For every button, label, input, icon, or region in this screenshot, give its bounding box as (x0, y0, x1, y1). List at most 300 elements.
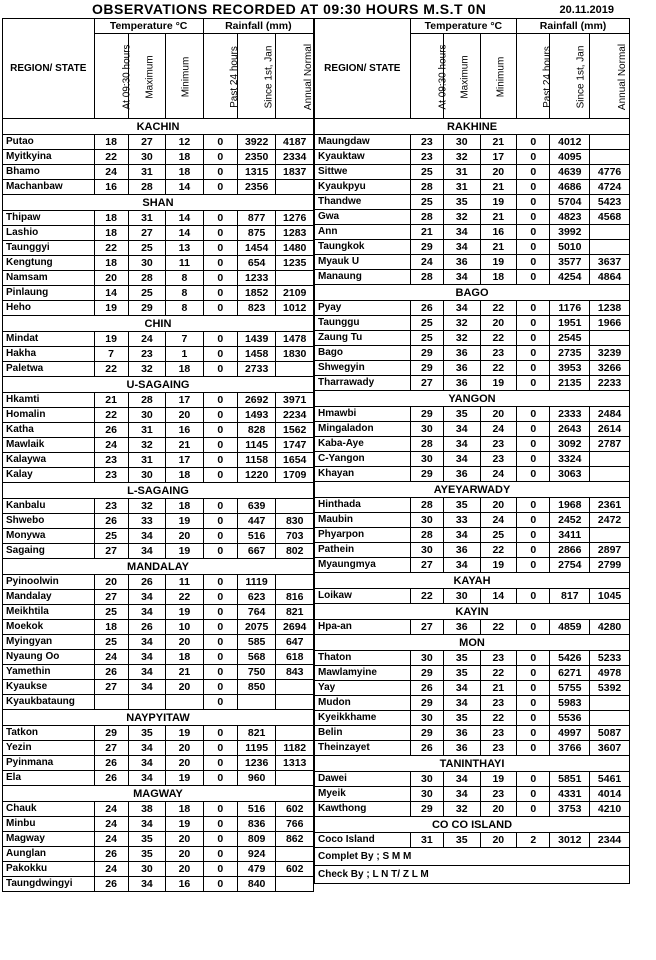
data-cell: 23 (410, 150, 443, 165)
data-cell (94, 695, 128, 710)
data-cell: 23 (480, 696, 517, 711)
section-label: YANGON (315, 391, 630, 407)
data-cell: 17 (166, 393, 204, 408)
data-cell: 4012 (550, 135, 590, 150)
table-row (315, 331, 630, 346)
data-cell: 1236 (237, 756, 276, 771)
data-cell: 17 (480, 150, 517, 165)
data-cell: 32 (128, 438, 165, 453)
station-name: Shwegyin (315, 361, 411, 376)
data-cell: 3607 (590, 741, 630, 756)
data-cell: 602 (276, 862, 314, 877)
data-cell: 4639 (550, 165, 590, 180)
data-cell: 5010 (550, 240, 590, 255)
station-name: Taunggu (315, 316, 411, 331)
data-cell: 2452 (550, 513, 590, 528)
data-cell: 0 (203, 438, 237, 453)
section-label: MAGWAY (3, 786, 314, 802)
data-cell: 875 (237, 226, 276, 241)
data-cell: 24 (480, 467, 517, 482)
data-cell: 0 (517, 452, 550, 467)
data-cell: 35 (443, 195, 480, 210)
data-cell (128, 695, 165, 710)
table-row (315, 346, 630, 361)
table-row (3, 362, 314, 377)
report-title: OBSERVATIONS RECORDED AT 09:30 HOURS M.S.T 0N (92, 1, 487, 17)
station-name: Kyaukbataung (3, 695, 95, 710)
station-name: Kyeikkhame (315, 711, 411, 726)
data-cell: 568 (237, 650, 276, 665)
data-cell: 0 (517, 316, 550, 331)
data-cell: 20 (480, 802, 517, 817)
data-cell: 22 (480, 666, 517, 681)
data-cell: 0 (517, 255, 550, 270)
data-cell: 32 (128, 499, 165, 514)
data-cell: 1439 (237, 332, 276, 347)
station-name: Gwa (315, 210, 411, 225)
data-cell: 809 (237, 832, 276, 847)
section-row (315, 119, 630, 135)
data-cell: 1182 (276, 741, 314, 756)
data-cell: 24 (94, 862, 128, 877)
table-row (3, 817, 314, 832)
data-cell: 4864 (590, 270, 630, 285)
station-name: Mandalay (3, 590, 95, 605)
data-cell: 14 (94, 286, 128, 301)
data-cell: 18 (94, 620, 128, 635)
table-row (315, 528, 630, 543)
table-row (315, 802, 630, 817)
data-cell: 11 (166, 256, 204, 271)
data-cell: 1238 (590, 301, 630, 316)
data-cell: 0 (203, 180, 237, 195)
table-row (315, 165, 630, 180)
data-cell: 24 (94, 438, 128, 453)
data-cell: 20 (480, 498, 517, 513)
data-cell: 20 (166, 741, 204, 756)
data-cell: 23 (94, 468, 128, 483)
table-row (3, 438, 314, 453)
data-cell: 27 (410, 376, 443, 391)
data-cell: 23 (480, 651, 517, 666)
data-cell: 836 (237, 817, 276, 832)
data-cell: 26 (410, 301, 443, 316)
data-cell: 18 (94, 256, 128, 271)
data-cell: 3239 (590, 346, 630, 361)
data-cell: 2735 (550, 346, 590, 361)
table-row (3, 211, 314, 226)
section-row (3, 710, 314, 726)
data-cell: 20 (166, 680, 204, 695)
data-cell: 24 (480, 422, 517, 437)
data-cell: 1119 (237, 575, 276, 590)
section-row (3, 559, 314, 575)
data-cell: 1830 (276, 347, 314, 362)
data-cell (590, 528, 630, 543)
section-label: AYEYARWADY (315, 482, 630, 498)
data-cell: 26 (94, 847, 128, 862)
data-cell: 0 (517, 165, 550, 180)
table-row (315, 361, 630, 376)
table-row (315, 240, 630, 255)
data-cell: 4823 (550, 210, 590, 225)
data-cell: 24 (94, 832, 128, 847)
data-cell: 28 (410, 498, 443, 513)
station-name: Thandwe (315, 195, 411, 210)
data-cell: 5704 (550, 195, 590, 210)
data-cell: 817 (550, 589, 590, 604)
data-cell: 877 (237, 211, 276, 226)
data-cell: 27 (410, 620, 443, 635)
data-cell: 18 (94, 226, 128, 241)
data-cell: 0 (203, 301, 237, 316)
data-cell: 4997 (550, 726, 590, 741)
data-cell: 2344 (590, 833, 630, 848)
data-cell: 5426 (550, 651, 590, 666)
data-cell: 29 (410, 802, 443, 817)
data-cell: 3766 (550, 741, 590, 756)
table-row (315, 787, 630, 802)
data-cell: 30 (410, 543, 443, 558)
data-cell (237, 695, 276, 710)
data-cell: 0 (517, 772, 550, 787)
data-cell: 36 (443, 346, 480, 361)
station-name: Monywa (3, 529, 95, 544)
data-cell: 0 (517, 741, 550, 756)
data-cell: 2692 (237, 393, 276, 408)
data-cell: 22 (480, 543, 517, 558)
section-row (315, 756, 630, 772)
station-name: Kyaukpyu (315, 180, 411, 195)
data-cell: 31 (128, 211, 165, 226)
footer-complet: Complet By ; S M M (315, 848, 630, 866)
data-cell: 0 (203, 620, 237, 635)
data-cell: 12 (166, 135, 204, 150)
section-label: KACHIN (3, 119, 314, 135)
station-name: Maungdaw (315, 135, 411, 150)
data-cell: 8 (166, 286, 204, 301)
data-cell: 18 (480, 270, 517, 285)
data-cell: 2472 (590, 513, 630, 528)
data-cell: 20 (480, 316, 517, 331)
data-cell: 26 (94, 771, 128, 786)
data-cell: 0 (517, 543, 550, 558)
data-cell: 0 (517, 195, 550, 210)
data-cell: 26 (128, 620, 165, 635)
data-cell: 816 (276, 590, 314, 605)
data-cell: 29 (410, 726, 443, 741)
left-table (2, 18, 314, 892)
data-cell: 25 (410, 331, 443, 346)
data-cell: 2643 (550, 422, 590, 437)
data-cell: 19 (166, 726, 204, 741)
section-label: KAYAH (315, 573, 630, 589)
data-cell: 0 (517, 651, 550, 666)
data-cell: 22 (480, 620, 517, 635)
data-cell: 4095 (550, 150, 590, 165)
data-cell: 17 (166, 453, 204, 468)
data-cell: 29 (410, 361, 443, 376)
table-row (3, 862, 314, 877)
data-cell: 34 (443, 696, 480, 711)
data-cell: 1 (166, 347, 204, 362)
table-row (315, 467, 630, 482)
station-name: Kyaukse (3, 680, 95, 695)
data-cell: 24 (94, 165, 128, 180)
data-cell: 2866 (550, 543, 590, 558)
table-row (315, 741, 630, 756)
data-cell: 19 (166, 605, 204, 620)
data-cell: 0 (517, 376, 550, 391)
data-cell: 22 (480, 711, 517, 726)
data-cell: 4210 (590, 802, 630, 817)
data-cell: 19 (166, 514, 204, 529)
data-cell: 0 (517, 331, 550, 346)
data-cell: 16 (166, 877, 204, 892)
data-cell: 821 (237, 726, 276, 741)
section-label: SHAN (3, 195, 314, 211)
data-cell: 23 (480, 452, 517, 467)
data-cell: 22 (94, 362, 128, 377)
table-row (315, 407, 630, 422)
data-cell: 0 (203, 271, 237, 286)
data-cell: 3324 (550, 452, 590, 467)
station-name: Hakha (3, 347, 95, 362)
data-cell: 0 (203, 575, 237, 590)
data-cell: 30 (128, 862, 165, 877)
section-label: BAGO (315, 285, 630, 301)
data-cell: 2075 (237, 620, 276, 635)
table-row (315, 376, 630, 391)
station-name: Putao (3, 135, 95, 150)
data-cell: 34 (443, 787, 480, 802)
data-cell (276, 877, 314, 892)
data-cell: 0 (203, 605, 237, 620)
station-name: Pyinmana (3, 756, 95, 771)
station-name: Aunglan (3, 847, 95, 862)
data-cell: 26 (94, 423, 128, 438)
data-cell (276, 695, 314, 710)
data-cell: 1562 (276, 423, 314, 438)
data-cell: 1951 (550, 316, 590, 331)
data-cell: 34 (128, 635, 165, 650)
data-cell: 18 (166, 362, 204, 377)
station-name: Phyarpon (315, 528, 411, 543)
table-row (3, 529, 314, 544)
data-cell: 32 (443, 316, 480, 331)
data-cell: 16 (94, 180, 128, 195)
data-cell: 24 (128, 332, 165, 347)
data-cell: 2614 (590, 422, 630, 437)
data-cell: 25 (94, 529, 128, 544)
data-cell: 34 (443, 240, 480, 255)
data-cell: 3992 (550, 225, 590, 240)
data-cell: 22 (94, 241, 128, 256)
data-cell: 32 (443, 331, 480, 346)
data-cell: 0 (203, 286, 237, 301)
col-min: Minimum (480, 34, 517, 119)
data-cell: 19 (166, 771, 204, 786)
station-name: Myaungmya (315, 558, 411, 573)
station-name: Mindat (3, 332, 95, 347)
col-max: Maximum (443, 34, 480, 119)
data-cell (276, 271, 314, 286)
data-cell: 14 (480, 589, 517, 604)
station-name: Belin (315, 726, 411, 741)
data-cell: 18 (166, 802, 204, 817)
data-cell: 0 (517, 361, 550, 376)
data-cell: 34 (443, 452, 480, 467)
table-row (3, 650, 314, 665)
table-row (315, 452, 630, 467)
footer-row (315, 866, 630, 884)
table-row (3, 468, 314, 483)
data-cell: 0 (517, 681, 550, 696)
station-name: Manaung (315, 270, 411, 285)
left-panel (2, 18, 314, 892)
data-cell: 35 (443, 407, 480, 422)
data-cell: 14 (166, 180, 204, 195)
section-label: L-SAGAING (3, 483, 314, 499)
table-row (3, 423, 314, 438)
section-label: MANDALAY (3, 559, 314, 575)
table-row (315, 833, 630, 848)
data-cell: 2361 (590, 498, 630, 513)
section-row (315, 573, 630, 589)
section-row (3, 316, 314, 332)
data-cell: 30 (443, 135, 480, 150)
station-name: Katha (3, 423, 95, 438)
temperature-header: Temperature °C (94, 19, 203, 34)
data-cell: 4568 (590, 210, 630, 225)
station-name: Kawthong (315, 802, 411, 817)
station-name: Coco Island (315, 833, 411, 848)
data-cell: 26 (128, 575, 165, 590)
station-name: Pyinoolwin (3, 575, 95, 590)
section-row (315, 391, 630, 407)
data-cell: 34 (128, 756, 165, 771)
table-row (3, 301, 314, 316)
data-cell: 24 (94, 650, 128, 665)
data-cell: 23 (94, 499, 128, 514)
table-row (3, 347, 314, 362)
station-name: Nyaung Oo (3, 650, 95, 665)
data-cell: 1158 (237, 453, 276, 468)
station-name: Thaton (315, 651, 411, 666)
report-title-bar (0, 0, 632, 20)
data-cell: 0 (203, 332, 237, 347)
station-name: Taungdwingyi (3, 877, 95, 892)
data-cell: 2545 (550, 331, 590, 346)
data-cell: 850 (237, 680, 276, 695)
station-name: C-Yangon (315, 452, 411, 467)
table-row (3, 135, 314, 150)
data-cell: 1852 (237, 286, 276, 301)
table-row (315, 543, 630, 558)
data-cell: 0 (203, 423, 237, 438)
data-cell: 25 (480, 528, 517, 543)
data-cell: 23 (94, 453, 128, 468)
data-cell: 30 (410, 452, 443, 467)
data-cell: 20 (166, 635, 204, 650)
data-cell: 0 (517, 225, 550, 240)
table-row (3, 226, 314, 241)
data-cell: 18 (166, 150, 204, 165)
data-cell: 3637 (590, 255, 630, 270)
data-cell: 22 (94, 150, 128, 165)
table-row (3, 620, 314, 635)
right-table (314, 18, 630, 884)
data-cell: 32 (443, 210, 480, 225)
data-cell: 23 (480, 787, 517, 802)
data-cell: 28 (128, 180, 165, 195)
data-cell: 19 (480, 376, 517, 391)
table-row (3, 665, 314, 680)
data-cell: 3012 (550, 833, 590, 848)
data-cell: 36 (443, 376, 480, 391)
table-row (3, 544, 314, 559)
station-name: Dawei (315, 772, 411, 787)
table-row (3, 802, 314, 817)
data-cell: 27 (410, 558, 443, 573)
data-cell: 33 (443, 513, 480, 528)
data-cell: 19 (94, 332, 128, 347)
table-row (315, 558, 630, 573)
station-name: Pyay (315, 301, 411, 316)
data-cell: 36 (443, 741, 480, 756)
data-cell: 1313 (276, 756, 314, 771)
station-name: Pinlaung (3, 286, 95, 301)
table-row (315, 437, 630, 452)
data-cell: 34 (128, 605, 165, 620)
col-past24: Past 24 hours (517, 34, 550, 119)
data-cell: 27 (94, 590, 128, 605)
data-cell: 25 (410, 195, 443, 210)
data-cell: 2333 (550, 407, 590, 422)
data-cell: 516 (237, 529, 276, 544)
data-cell: 2233 (590, 376, 630, 391)
data-cell: 4686 (550, 180, 590, 195)
table-row (3, 453, 314, 468)
data-cell: 1315 (237, 165, 276, 180)
data-cell: 3971 (276, 393, 314, 408)
data-cell: 25 (128, 241, 165, 256)
table-row (3, 408, 314, 423)
data-cell: 5423 (590, 195, 630, 210)
data-cell: 2135 (550, 376, 590, 391)
table-row (315, 772, 630, 787)
data-cell: 0 (203, 650, 237, 665)
data-cell: 27 (94, 741, 128, 756)
station-name: Kalay (3, 468, 95, 483)
data-cell: 34 (443, 681, 480, 696)
station-name: Homalin (3, 408, 95, 423)
station-name: Machanbaw (3, 180, 95, 195)
table-row (315, 150, 630, 165)
data-cell: 14 (166, 226, 204, 241)
data-cell: 1454 (237, 241, 276, 256)
data-cell: 26 (94, 514, 128, 529)
table-row (315, 195, 630, 210)
data-cell: 22 (480, 361, 517, 376)
data-cell: 34 (443, 772, 480, 787)
data-cell: 750 (237, 665, 276, 680)
data-cell: 862 (276, 832, 314, 847)
data-cell: 1233 (237, 271, 276, 286)
report-date: 20.11.2019 (559, 4, 614, 16)
col-since: Since 1st, Jan (237, 34, 276, 119)
station-name: Mawlamyine (315, 666, 411, 681)
